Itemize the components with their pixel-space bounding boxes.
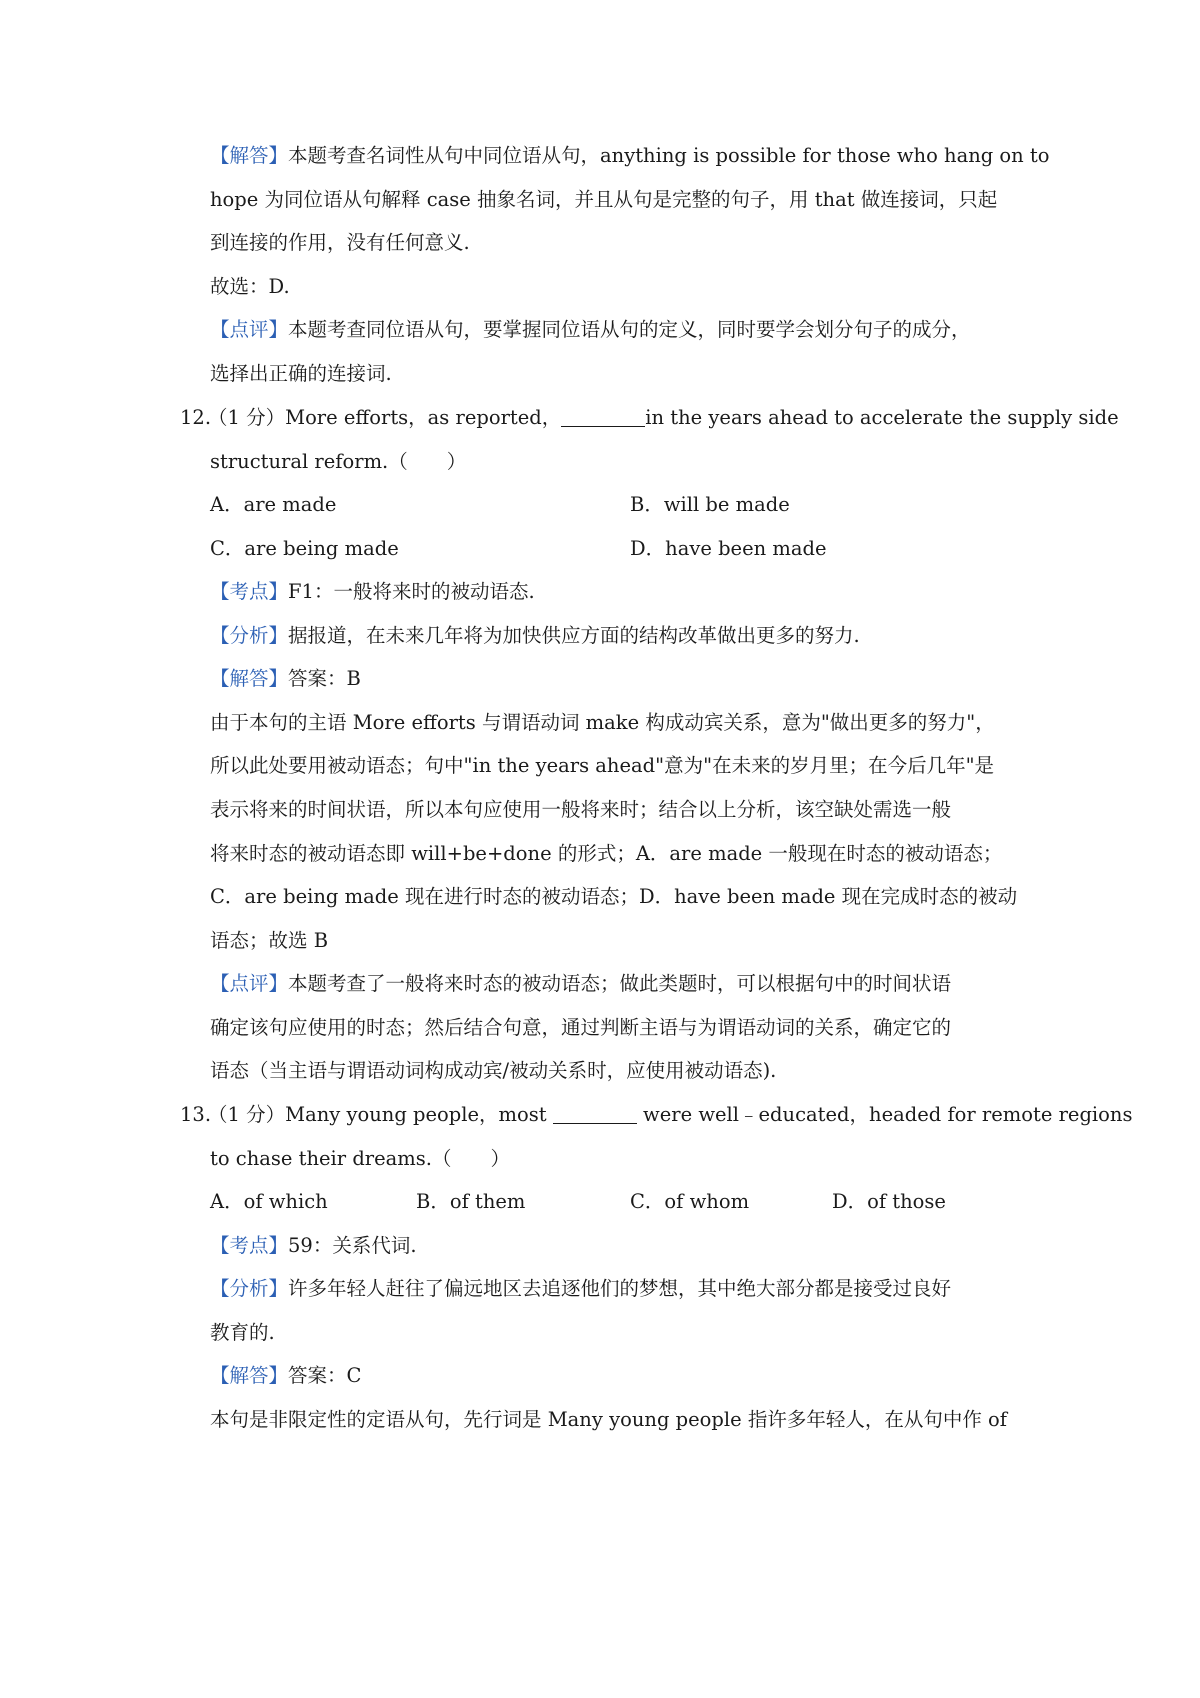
q13-stem-b: were well﹣educated，headed for remote regions — [636, 1103, 1133, 1126]
dianping-tag: 【点评】 — [210, 972, 289, 995]
q11-dianping-text-1: 本题考查同位语从句，要掌握同位语从句的定义，同时要学会划分句子的成分， — [288, 318, 971, 341]
q12-dianping-text-1: 本题考查了一般将来时态的被动语态；做此类题时，可以根据句中的时间状语 — [288, 972, 952, 995]
q12-option-c: C．are being made — [210, 537, 399, 560]
answer-blank — [553, 1103, 637, 1124]
q11-jieda-text-1: 本题考查名词性从句中同位语从句，anything is possible for those who hang on to — [288, 144, 1050, 167]
q13-kaodian-text: 59：关系代词. — [288, 1234, 417, 1257]
q13-number: 13. — [180, 1103, 212, 1126]
q12-option-b: B．will be made — [630, 493, 790, 516]
q13-option-c: C．of whom — [630, 1190, 750, 1213]
q11-jieda-text-2: hope 为同位语从句解释 case 抽象名词，并且从句是完整的句子，用 that 做连接词，只起 — [210, 188, 998, 211]
q13-stem-line-1 — [208, 1101, 1133, 1129]
q12-explain-6: 语态；故选 B — [210, 929, 329, 952]
kaodian-tag: 【考点】 — [210, 1234, 289, 1257]
q13-fenxi-text-1: 许多年轻人赶往了偏远地区去追逐他们的梦想，其中绝大部分都是接受过良好 — [288, 1277, 952, 1300]
fenxi-tag: 【分析】 — [210, 624, 289, 647]
q11-dianping-text-2: 选择出正确的连接词. — [210, 362, 392, 385]
q12-fenxi-text: 据报道，在未来几年将为加快供应方面的结构改革做出更多的努力. — [288, 624, 860, 647]
q13-option-b: B．of them — [416, 1190, 526, 1213]
q12-explain-1: 由于本句的主语 More efforts 与谓语动词 make 构成动宾关系，意为"做出更多的努力"， — [210, 711, 995, 734]
jieda-tag: 【解答】 — [210, 1364, 289, 1387]
q13-stem-a: （1 分）Many young people，most — [208, 1103, 553, 1126]
q13-stem-line-2: to chase their dreams.（ ） — [210, 1147, 510, 1170]
q13-explain-1: 本句是非限定性的定语从句，先行词是 Many young people 指许多年轻人，在从句中作 of — [210, 1408, 1007, 1431]
q13-jieda-line — [210, 1362, 1022, 1390]
dianping-tag: 【点评】 — [210, 318, 289, 341]
q12-explain-5: C．are being made 现在进行时态的被动语态；D．have been made 现在完成时态的被动 — [210, 885, 1018, 908]
q13-fenxi-text-2: 教育的. — [210, 1321, 275, 1344]
q11-dianping-line — [210, 316, 1022, 344]
q12-dianping-text-2: 确定该句应使用的时态；然后结合句意，通过判断主语与为谓语动词的关系，确定它的 — [210, 1016, 952, 1039]
jieda-tag: 【解答】 — [210, 144, 289, 167]
q12-stem-line-1 — [208, 404, 1119, 432]
q12-dianping-line — [210, 970, 1022, 998]
kaodian-tag: 【考点】 — [210, 580, 289, 603]
q12-kaodian-line — [210, 578, 1022, 606]
fenxi-tag: 【分析】 — [210, 1277, 289, 1300]
q11-jieda-line — [210, 142, 1050, 170]
q12-fenxi-line — [210, 622, 1022, 650]
q12-explain-3: 表示将来的时间状语，所以本句应使用一般将来时；结合以上分析，该空缺处需选一般 — [210, 798, 952, 821]
q12-stem-line-2: structural reform.（ ） — [210, 450, 467, 473]
q13-fenxi-line — [210, 1275, 1022, 1303]
q13-option-d: D．of those — [832, 1190, 946, 1213]
q12-stem-b: in the years ahead to accelerate the supply side — [645, 406, 1119, 429]
q11-jieda-text-3: 到连接的作用，没有任何意义. — [210, 231, 470, 254]
q12-kaodian-text: F1：一般将来时的被动语态. — [288, 580, 535, 603]
q12-jieda-text: 答案：B — [288, 667, 361, 690]
q12-stem-a: （1 分）More efforts，as reported， — [208, 406, 562, 429]
q12-jieda-line — [210, 665, 1022, 693]
jieda-tag: 【解答】 — [210, 667, 289, 690]
q12-number: 12. — [180, 406, 212, 429]
q13-jieda-text: 答案：C — [288, 1364, 362, 1387]
q12-option-a: A．are made — [210, 493, 337, 516]
q13-kaodian-line — [210, 1232, 1022, 1260]
q12-explain-2: 所以此处要用被动语态；句中"in the years ahead"意为"在未来的岁月里；在今后几年"是 — [210, 754, 995, 777]
q12-explain-4: 将来时态的被动语态即 will+be+done 的形式；A．are made 一般现在时态的被动语态； — [210, 842, 1003, 865]
q13-option-a: A．of which — [210, 1190, 328, 1213]
q11-choice: 故选：D. — [210, 275, 290, 298]
q12-option-d: D．have been made — [630, 537, 827, 560]
answer-blank — [561, 406, 645, 427]
q12-dianping-text-3: 语态（当主语与谓语动词构成动宾/被动关系时，应使用被动语态). — [210, 1059, 777, 1082]
